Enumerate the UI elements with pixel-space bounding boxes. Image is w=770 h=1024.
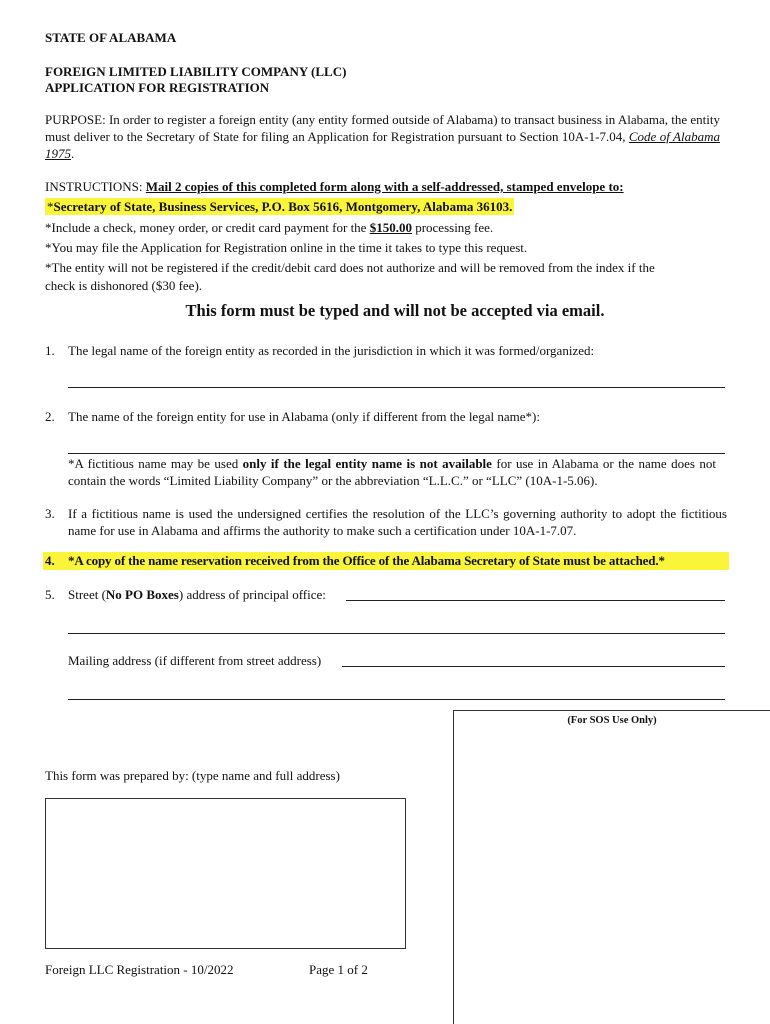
form-identifier: Foreign LLC Registration - 10/2022 xyxy=(45,962,234,977)
item3-text: If a fictitious name is used the undersigned certifies the resolution of the LLC’s governing authority to adopt the fictitious name for use in Alabama and affirms the authority to make such a certification under 10A-1-7.07. xyxy=(68,506,727,538)
item5-text-end: ) address of principal office: xyxy=(178,587,326,602)
mailing-address-field-2[interactable] xyxy=(68,699,725,700)
fictitious-note-bold: only if the legal entity name is not available xyxy=(242,456,492,471)
prepared-by-label: This form was prepared by: (type name and full address) xyxy=(45,768,340,783)
item2-text: The name of the foreign entity for use in Alabama (only if different from the legal name*): xyxy=(68,409,540,424)
mailing-address-field[interactable] xyxy=(342,666,725,667)
page-number: Page 1 of 2 xyxy=(309,962,368,977)
fictitious-note-text: *A fictitious name may be used xyxy=(68,456,243,471)
no-po-boxes: No PO Boxes xyxy=(105,587,179,602)
form-title-line1: FOREIGN LIMITED LIABILITY COMPANY (LLC) xyxy=(45,64,347,79)
online-filing-note: *You may file the Application for Registration online in the time it takes to type this request. xyxy=(45,240,528,255)
mailing-address-label: Mailing address (if different from street address) xyxy=(68,653,322,668)
mailing-address-line xyxy=(45,199,514,216)
payment-text-end: processing fee. xyxy=(411,220,494,235)
purpose-text: PURPOSE: In order to register a foreign entity (any entity formed outside of Alabama) to transact business in Alabama, the entity must deliver to the Secretary of State for filing an Application for Registration pursuant to Section 10A-1-7.04, xyxy=(45,112,720,144)
sos-address: Secretary of State, Business Services, P.O. Box 5616, Montgomery, Alabama 36103. xyxy=(53,199,513,214)
fictitious-name-note xyxy=(68,456,716,490)
address-highlight xyxy=(45,198,514,215)
address-asterisk: * xyxy=(47,199,54,214)
state-heading: STATE OF ALABAMA xyxy=(45,30,177,45)
item3-number: 3. xyxy=(45,506,55,521)
item5-label xyxy=(68,587,326,604)
item4-text: *A copy of the name reservation received from the Office of the Alabama Secretary of State must be attached.* xyxy=(68,553,665,568)
prepared-by-field[interactable] xyxy=(45,798,406,949)
item2-number: 2. xyxy=(45,409,55,424)
instructions-heading xyxy=(45,179,735,196)
purpose-paragraph xyxy=(45,112,720,163)
form-title-line2: APPLICATION FOR REGISTRATION xyxy=(45,80,270,95)
item1-text: The legal name of the foreign entity as recorded in the jurisdiction in which it was formed/organized: xyxy=(68,343,595,358)
item4-number: 4. xyxy=(45,553,55,568)
card-note-line2: check is dishonored ($30 fee). xyxy=(45,278,203,293)
card-note-line1: *The entity will not be registered if the credit/debit card does not authorize and will be removed from the index if the xyxy=(45,260,655,275)
mail-instruction: Mail 2 copies of this completed form along with a self-addressed, stamped envelope to: xyxy=(145,179,624,194)
code-reference: Code of Alabama 1975 xyxy=(45,128,720,161)
item5-text: Street ( xyxy=(68,587,106,602)
item1-number: 1. xyxy=(45,343,55,358)
sos-use-only-box xyxy=(453,710,770,1024)
sos-use-only-label: (For SOS Use Only) xyxy=(567,715,657,726)
payment-text: *Include a check, money order, or credit card payment for the xyxy=(45,220,370,235)
payment-line xyxy=(45,220,493,237)
fictitious-note-end: for use in Alabama or the name does not contain the words “Limited Liability Company” or the abbreviation “L.L.C.” or “LLC” (10A-1-5.06). xyxy=(68,456,716,488)
purpose-period: . xyxy=(71,145,75,161)
fee-amount: $150.00 xyxy=(369,220,412,235)
alabama-name-field[interactable] xyxy=(68,453,725,454)
typed-only-notice: This form must be typed and will not be accepted via email. xyxy=(185,301,605,320)
street-address-field[interactable] xyxy=(346,600,725,601)
item5-number: 5. xyxy=(45,587,55,602)
legal-name-field[interactable] xyxy=(68,387,725,388)
instructions-label: INSTRUCTIONS: xyxy=(45,179,146,194)
street-address-field-2[interactable] xyxy=(68,633,725,634)
